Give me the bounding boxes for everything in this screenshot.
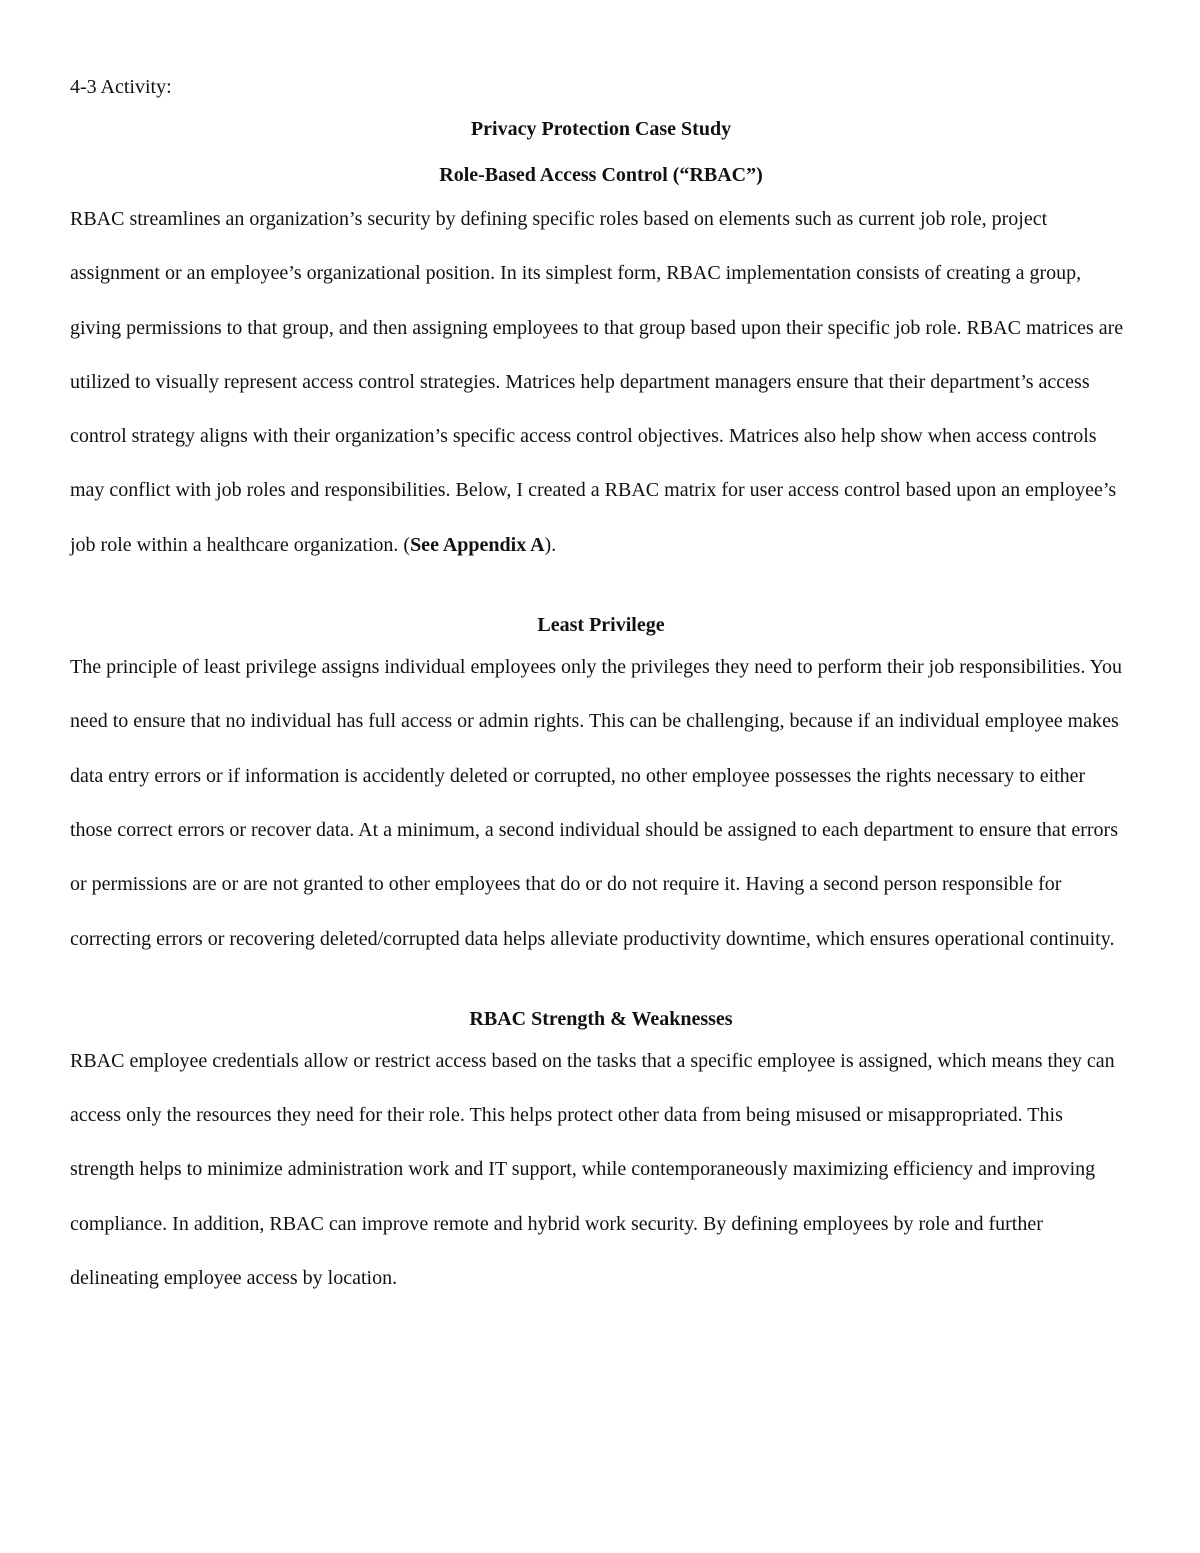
least-privilege-paragraph: The principle of least privilege assigns individual employees only the privileges they need to perform their job responsibilities. You need to ensure that no individual has full access or admin rights. This can be challenging, because if an individual employee makes data entry errors or if information is accidently deleted or corrupted, no other employee possesses the rights necessary to either those correct errors or recover data. At a minimum, a second individual should be assigned to each department to ensure that errors or permissions are or are not granted to other employees that do or do not require it. Having a second person responsible for correcting errors or recovering deleted/corrupted data helps alleviate productivity downtime, which ensures operational continuity. [70,656,1123,950]
rbac-heading: Role-Based Access Control (“RBAC”) [439,164,763,186]
strengths-heading: RBAC Strength & Weaknesses [469,1007,733,1030]
rbac-body-text: RBAC streamlines an organization’s security by defining specific roles based on elements such as current job role, project assignment or an employee’s organizational position. In its simplest form, RBAC implementation consists of creating a group, giving permissions to that group, and then assigning employees to that group based upon their specific job role. RBAC matrices are utilized to visually represent access control strategies. Matrices help department managers ensure that their department’s access control strategy aligns with their organization’s specific access control objectives. Matrices also help show when access controls may conflict with job roles and responsibilities. Below, I created a RBAC matrix for user access control based upon an employee’s job role within a healthcare organization. ( [70,208,1124,556]
appendix-reference: See Appendix A [410,533,545,556]
activity-label: 4-3 Activity: [70,76,172,98]
strengths-paragraph: RBAC employee credentials allow or restrict access based on the tasks that a specific employee is assigned, which means they can access only the resources they need for their role. This helps protect other data from being misused or misappropriated. This strength helps to minimize administration work and IT support, while contemporaneously maximizing efficiency and improving compliance. In addition, RBAC can improve remote and hybrid work security. By defining employees by role and further delineating employee access by location. [70,1049,1115,1290]
rbac-body-end: ). [544,533,557,556]
document-page [70,72,1132,1305]
rbac-paragraph [70,192,1132,572]
document-title: Privacy Protection Case Study [470,118,732,140]
least-privilege-heading: Least Privilege [537,614,665,637]
